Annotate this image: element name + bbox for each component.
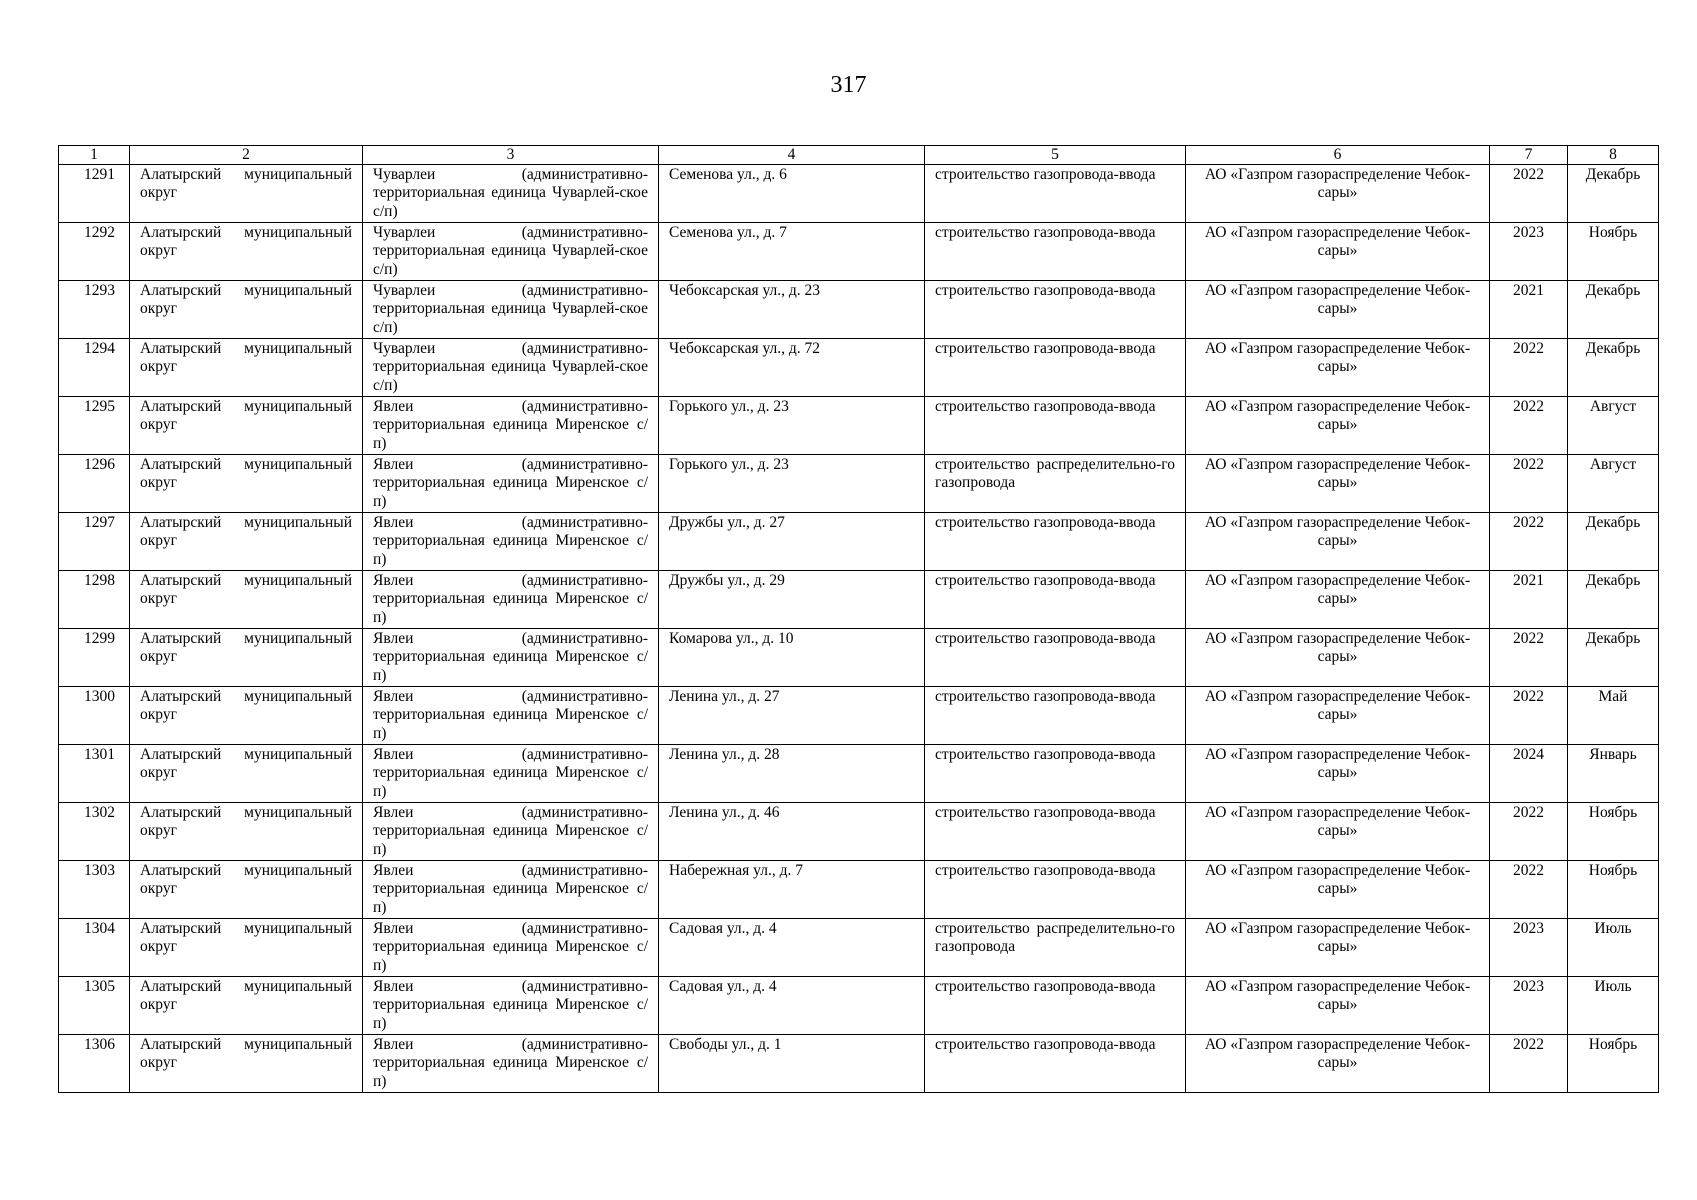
month-cell: Ноябрь xyxy=(1568,803,1659,861)
organization-cell: АО «Газпром газораспределение Чебок-сары» xyxy=(1186,455,1490,513)
month-cell: Июль xyxy=(1568,977,1659,1035)
district-cell: Алатырский муниципальный округ xyxy=(130,919,363,977)
year-cell: 2022 xyxy=(1490,629,1568,687)
district-cell: Алатырский муниципальный округ xyxy=(130,165,363,223)
work-type-cell: строительство газопровода-ввода xyxy=(925,861,1186,919)
address-cell: Семенова ул., д. 6 xyxy=(659,165,925,223)
row-number: 1306 xyxy=(59,1035,130,1093)
header-cell: 2 xyxy=(130,146,363,165)
table-row xyxy=(59,745,1659,803)
month-cell: Август xyxy=(1568,455,1659,513)
table-row xyxy=(59,977,1659,1035)
work-type-cell: строительство газопровода-ввода xyxy=(925,803,1186,861)
row-number: 1303 xyxy=(59,861,130,919)
table-row xyxy=(59,397,1659,455)
work-type-cell: строительство газопровода-ввода xyxy=(925,977,1186,1035)
district-cell: Алатырский муниципальный округ xyxy=(130,977,363,1035)
month-cell: Июль xyxy=(1568,919,1659,977)
district-cell: Алатырский муниципальный округ xyxy=(130,571,363,629)
year-cell: 2022 xyxy=(1490,513,1568,571)
month-cell: Декабрь xyxy=(1568,629,1659,687)
organization-cell: АО «Газпром газораспределение Чебок-сары» xyxy=(1186,803,1490,861)
locality-cell: Явлеи (административно-территориальная единица Миренское с/п) xyxy=(363,629,659,687)
organization-cell: АО «Газпром газораспределение Чебок-сары» xyxy=(1186,165,1490,223)
year-cell: 2021 xyxy=(1490,281,1568,339)
organization-cell: АО «Газпром газораспределение Чебок-сары» xyxy=(1186,1035,1490,1093)
work-type-cell: строительство газопровода-ввода xyxy=(925,513,1186,571)
district-cell: Алатырский муниципальный округ xyxy=(130,745,363,803)
address-cell: Набережная ул., д. 7 xyxy=(659,861,925,919)
month-cell: Декабрь xyxy=(1568,571,1659,629)
year-cell: 2024 xyxy=(1490,745,1568,803)
organization-cell: АО «Газпром газораспределение Чебок-сары» xyxy=(1186,629,1490,687)
work-type-cell: строительство распределительно-го газопровода xyxy=(925,919,1186,977)
header-cell: 1 xyxy=(59,146,130,165)
locality-cell: Явлеи (административно-территориальная единица Миренское с/п) xyxy=(363,397,659,455)
row-number: 1294 xyxy=(59,339,130,397)
locality-cell: Явлеи (административно-территориальная единица Миренское с/п) xyxy=(363,571,659,629)
address-cell: Горького ул., д. 23 xyxy=(659,455,925,513)
district-cell: Алатырский муниципальный округ xyxy=(130,339,363,397)
work-type-cell: строительство газопровода-ввода xyxy=(925,629,1186,687)
header-cell: 3 xyxy=(363,146,659,165)
district-cell: Алатырский муниципальный округ xyxy=(130,1035,363,1093)
row-number: 1299 xyxy=(59,629,130,687)
district-cell: Алатырский муниципальный округ xyxy=(130,455,363,513)
organization-cell: АО «Газпром газораспределение Чебок-сары» xyxy=(1186,339,1490,397)
year-cell: 2023 xyxy=(1490,919,1568,977)
organization-cell: АО «Газпром газораспределение Чебок-сары» xyxy=(1186,571,1490,629)
month-cell: Ноябрь xyxy=(1568,861,1659,919)
locality-cell: Явлеи (административно-территориальная единица Миренское с/п) xyxy=(363,513,659,571)
header-cell: 7 xyxy=(1490,146,1568,165)
locality-cell: Чуварлеи (административно-территориальная единица Чуварлей-ское с/п) xyxy=(363,339,659,397)
header-cell: 8 xyxy=(1568,146,1659,165)
address-cell: Дружбы ул., д. 27 xyxy=(659,513,925,571)
district-cell: Алатырский муниципальный округ xyxy=(130,687,363,745)
month-cell: Декабрь xyxy=(1568,281,1659,339)
organization-cell: АО «Газпром газораспределение Чебок-сары» xyxy=(1186,919,1490,977)
table-row xyxy=(59,339,1659,397)
table-row xyxy=(59,919,1659,977)
row-number: 1297 xyxy=(59,513,130,571)
row-number: 1292 xyxy=(59,223,130,281)
district-cell: Алатырский муниципальный округ xyxy=(130,223,363,281)
locality-cell: Явлеи (административно-территориальная единица Миренское с/п) xyxy=(363,861,659,919)
row-number: 1300 xyxy=(59,687,130,745)
table-row xyxy=(59,455,1659,513)
month-cell: Декабрь xyxy=(1568,165,1659,223)
locality-cell: Явлеи (административно-территориальная единица Миренское с/п) xyxy=(363,803,659,861)
address-cell: Ленина ул., д. 46 xyxy=(659,803,925,861)
organization-cell: АО «Газпром газораспределение Чебок-сары» xyxy=(1186,687,1490,745)
organization-cell: АО «Газпром газораспределение Чебок-сары» xyxy=(1186,223,1490,281)
header-cell: 5 xyxy=(925,146,1186,165)
address-cell: Ленина ул., д. 27 xyxy=(659,687,925,745)
row-number: 1291 xyxy=(59,165,130,223)
address-cell: Дружбы ул., д. 29 xyxy=(659,571,925,629)
year-cell: 2022 xyxy=(1490,165,1568,223)
header-cell: 6 xyxy=(1186,146,1490,165)
month-cell: Ноябрь xyxy=(1568,1035,1659,1093)
year-cell: 2022 xyxy=(1490,687,1568,745)
locality-cell: Чуварлеи (административно-территориальная единица Чуварлей-ское с/п) xyxy=(363,223,659,281)
month-cell: Август xyxy=(1568,397,1659,455)
year-cell: 2022 xyxy=(1490,861,1568,919)
table-row xyxy=(59,629,1659,687)
work-type-cell: строительство газопровода-ввода xyxy=(925,397,1186,455)
organization-cell: АО «Газпром газораспределение Чебок-сары» xyxy=(1186,977,1490,1035)
row-number: 1298 xyxy=(59,571,130,629)
page-number: 317 xyxy=(830,72,867,98)
locality-cell: Явлеи (административно-территориальная единица Миренское с/п) xyxy=(363,1035,659,1093)
district-cell: Алатырский муниципальный округ xyxy=(130,803,363,861)
data-table xyxy=(58,145,1659,1093)
organization-cell: АО «Газпром газораспределение Чебок-сары» xyxy=(1186,513,1490,571)
locality-cell: Явлеи (административно-территориальная единица Миренское с/п) xyxy=(363,455,659,513)
locality-cell: Чуварлеи (административно-территориальная единица Чуварлей-ское с/п) xyxy=(363,165,659,223)
table-row xyxy=(59,513,1659,571)
organization-cell: АО «Газпром газораспределение Чебок-сары» xyxy=(1186,861,1490,919)
year-cell: 2022 xyxy=(1490,339,1568,397)
year-cell: 2022 xyxy=(1490,455,1568,513)
table-row xyxy=(59,223,1659,281)
address-cell: Свободы ул., д. 1 xyxy=(659,1035,925,1093)
year-cell: 2023 xyxy=(1490,223,1568,281)
work-type-cell: строительство газопровода-ввода xyxy=(925,1035,1186,1093)
work-type-cell: строительство газопровода-ввода xyxy=(925,165,1186,223)
month-cell: Декабрь xyxy=(1568,513,1659,571)
address-cell: Горького ул., д. 23 xyxy=(659,397,925,455)
month-cell: Январь xyxy=(1568,745,1659,803)
row-number: 1304 xyxy=(59,919,130,977)
locality-cell: Явлеи (административно-территориальная единица Миренское с/п) xyxy=(363,687,659,745)
address-cell: Семенова ул., д. 7 xyxy=(659,223,925,281)
year-cell: 2022 xyxy=(1490,803,1568,861)
row-number: 1305 xyxy=(59,977,130,1035)
table-row xyxy=(59,861,1659,919)
year-cell: 2021 xyxy=(1490,571,1568,629)
table-row xyxy=(59,281,1659,339)
month-cell: Май xyxy=(1568,687,1659,745)
address-cell: Садовая ул., д. 4 xyxy=(659,977,925,1035)
work-type-cell: строительство газопровода-ввода xyxy=(925,281,1186,339)
work-type-cell: строительство газопровода-ввода xyxy=(925,571,1186,629)
year-cell: 2022 xyxy=(1490,1035,1568,1093)
organization-cell: АО «Газпром газораспределение Чебок-сары» xyxy=(1186,745,1490,803)
row-number: 1301 xyxy=(59,745,130,803)
locality-cell: Явлеи (административно-территориальная единица Миренское с/п) xyxy=(363,977,659,1035)
row-number: 1293 xyxy=(59,281,130,339)
table-row xyxy=(59,687,1659,745)
work-type-cell: строительство газопровода-ввода xyxy=(925,339,1186,397)
district-cell: Алатырский муниципальный округ xyxy=(130,397,363,455)
address-cell: Чебоксарская ул., д. 23 xyxy=(659,281,925,339)
table-row xyxy=(59,1035,1659,1093)
address-cell: Садовая ул., д. 4 xyxy=(659,919,925,977)
row-number: 1296 xyxy=(59,455,130,513)
district-cell: Алатырский муниципальный округ xyxy=(130,513,363,571)
header-row xyxy=(59,146,1659,165)
locality-cell: Явлеи (административно-территориальная единица Миренское с/п) xyxy=(363,745,659,803)
month-cell: Декабрь xyxy=(1568,339,1659,397)
header-cell: 4 xyxy=(659,146,925,165)
month-cell: Ноябрь xyxy=(1568,223,1659,281)
work-type-cell: строительство газопровода-ввода xyxy=(925,745,1186,803)
table-row xyxy=(59,803,1659,861)
locality-cell: Чуварлеи (административно-территориальная единица Чуварлей-ское с/п) xyxy=(363,281,659,339)
row-number: 1302 xyxy=(59,803,130,861)
district-cell: Алатырский муниципальный округ xyxy=(130,861,363,919)
address-cell: Чебоксарская ул., д. 72 xyxy=(659,339,925,397)
table-row xyxy=(59,165,1659,223)
year-cell: 2023 xyxy=(1490,977,1568,1035)
table-row xyxy=(59,571,1659,629)
row-number: 1295 xyxy=(59,397,130,455)
work-type-cell: строительство газопровода-ввода xyxy=(925,223,1186,281)
work-type-cell: строительство газопровода-ввода xyxy=(925,687,1186,745)
district-cell: Алатырский муниципальный округ xyxy=(130,281,363,339)
district-cell: Алатырский муниципальный округ xyxy=(130,629,363,687)
organization-cell: АО «Газпром газораспределение Чебок-сары» xyxy=(1186,397,1490,455)
address-cell: Ленина ул., д. 28 xyxy=(659,745,925,803)
locality-cell: Явлеи (административно-территориальная единица Миренское с/п) xyxy=(363,919,659,977)
work-type-cell: строительство распределительно-го газопровода xyxy=(925,455,1186,513)
year-cell: 2022 xyxy=(1490,397,1568,455)
address-cell: Комарова ул., д. 10 xyxy=(659,629,925,687)
organization-cell: АО «Газпром газораспределение Чебок-сары» xyxy=(1186,281,1490,339)
